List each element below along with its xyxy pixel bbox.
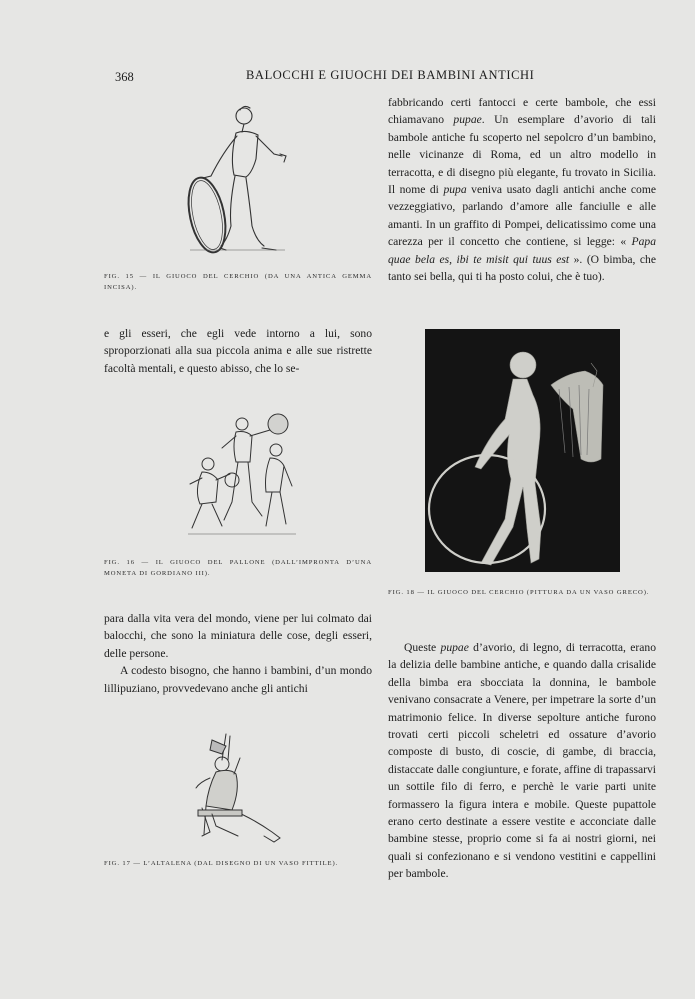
figure-18-image xyxy=(425,329,620,572)
text-right-lower: Queste pupae d’avorio, di legno, di terracotta, erano la delizia delle bambine antiche, e quando dalla crisalide della bimba era sbocciata la donnina, le bambole venivano consacrate a Venere, per impetrare la sorte d’un matrimonio felice. In diverse sepolture antiche furono trovati certi piccoli scheletri ed ossature d’avorio composte di busto, di coscie, di gambe, di braccia, distaccate dalle congiunture, e forate, affine di trapassarvi un sottile filo di ferro, e perchè le varie parti unite formassero la figura intera e mobile. Queste pupattole erano certo destinate a essere vestite e acconciate dalle bambine stesse, proprio come si fa ai nostri giorni, nei quali si confezionano e si vendono vestitini e cappellini per bambole. xyxy=(388,641,657,881)
text-right-top: fabbricando certi fantocci e certe bambole, che essi chiamavano pupae. Un esemplare d’avorio di tali bambole antiche fu scoperto nel sepolcro d’un bambino, nelle vicinanze di Roma, ed un altro modello in terracotta, e di disegno più elegante, fu trovato in Sicilia. Il nome di pupa veniva usato dagli antichi anche come vezzeggiativo, parlando d’amore alle fanciulle e alle amanti. In un graffito di Pompei, delicatissimo come una carezza per il concetto che contiene, si legge: « Papa quae bela es, ibi te misit qui tuus est ». (O bimba, che tanto sei bella, qui ti ha posto colui, che è tuo). xyxy=(388,96,656,284)
figure-15-image xyxy=(180,100,295,260)
text-left-middle: e gli esseri, che egli vede intorno a lui, sono sproporzionati alla sua piccola anima e alle sue ristrette facoltà mentali, e questo abisso, che lo se- xyxy=(104,327,372,375)
figure-16-image xyxy=(180,408,300,543)
figure-18-caption: FIG. 18 — IL GIUOCO DEL CERCHIO (PITTURA DA UN VASO GRECO). xyxy=(388,589,650,596)
text-left-lower: para dalla vita vera del mondo, viene per lui colmato dai balocchi, che sono la miniatura delle cose, degli esseri, delle persone. A codesto bisogno, che hanno i bambini, d’un mondo lillipuziano, provvedevano anche gli antichi xyxy=(104,612,372,695)
page-number: 368 xyxy=(115,70,134,84)
figure-16-caption: FIG. 16 — IL GIUOCO DEL PALLONE (DALL’IMPRONTA D’UNA MONETA DI GORDIANO III). xyxy=(104,559,372,577)
running-title: BALOCCHI E GIUOCHI DEI BAMBINI ANTICHI xyxy=(246,68,535,82)
figure-17-image xyxy=(182,730,292,850)
figure-15-caption: FIG. 15 — IL GIUOCO DEL CERCHIO (DA UNA ANTICA GEMMA INCISA). xyxy=(104,273,372,291)
figure-17-caption: FIG. 17 — L’ALTALENA (DAL DISEGNO DI UN VASO FITTILE). xyxy=(104,860,339,867)
